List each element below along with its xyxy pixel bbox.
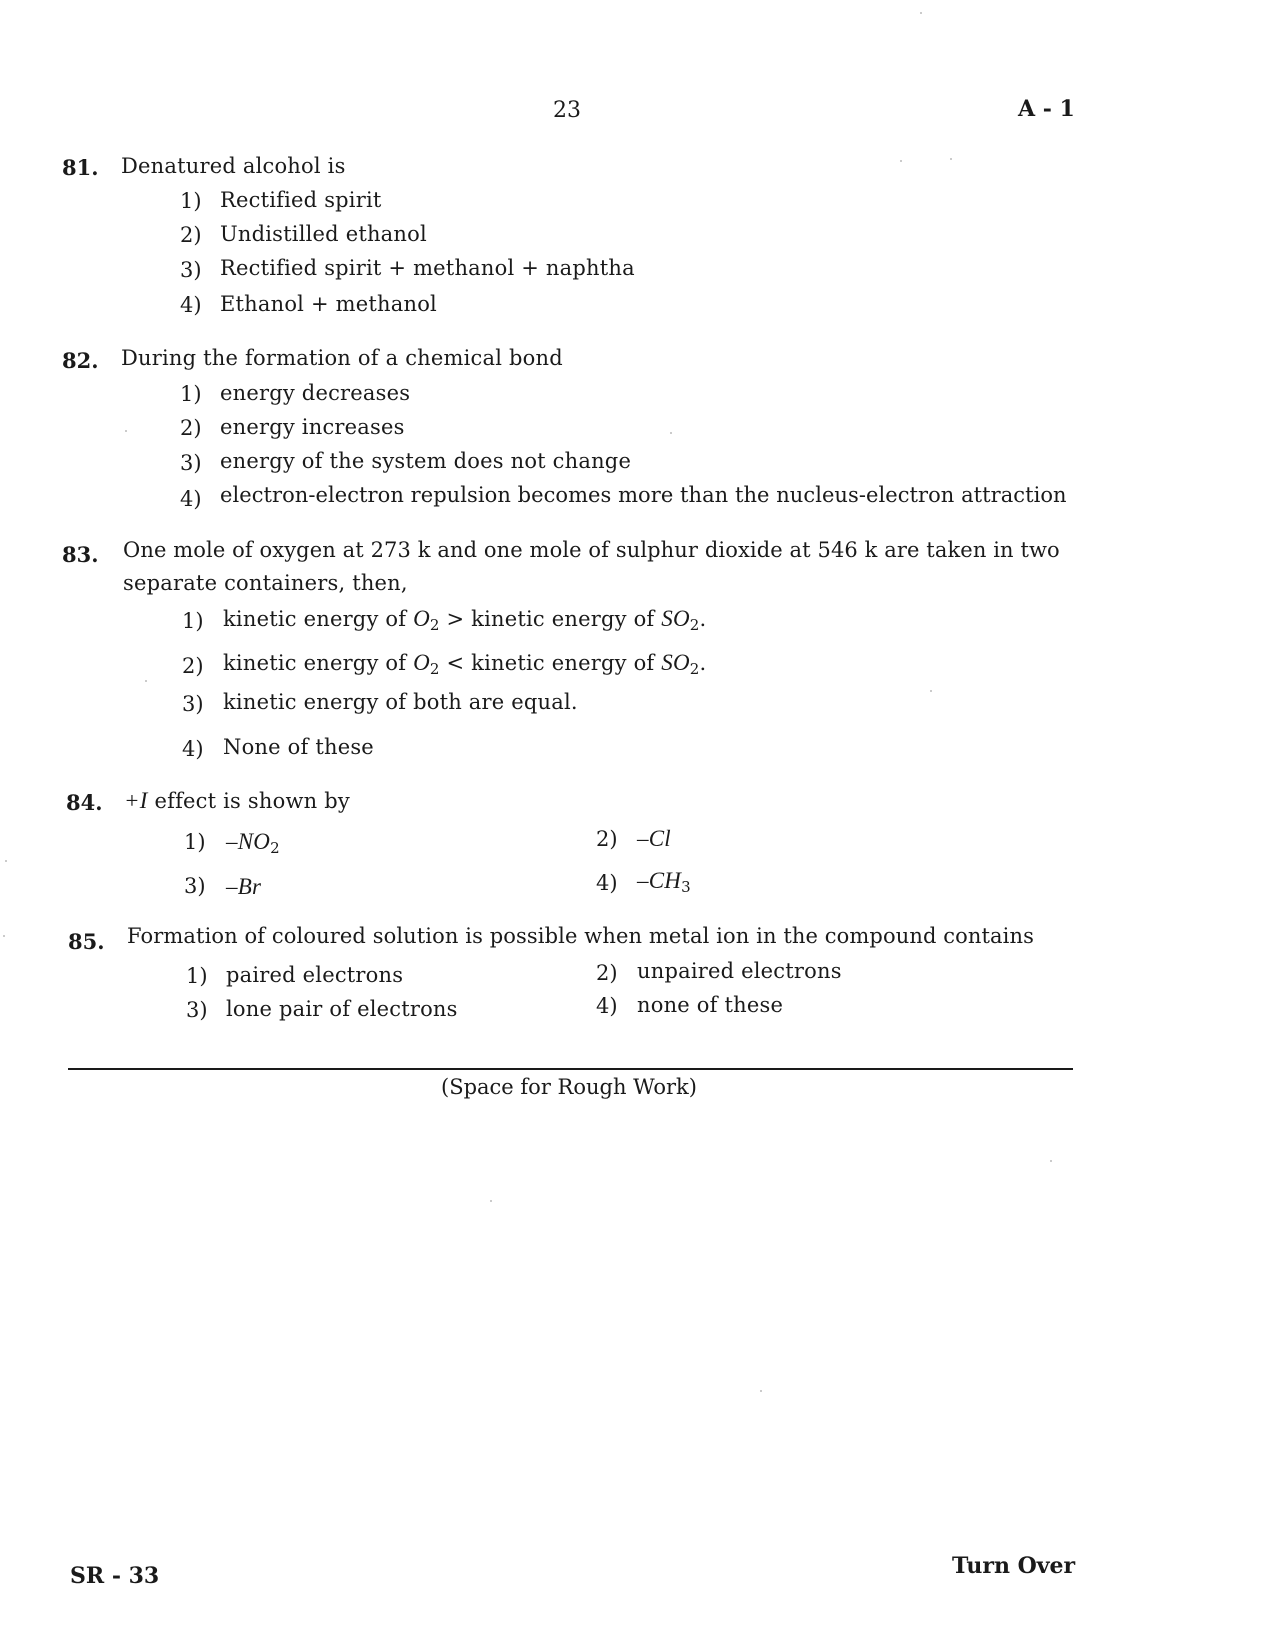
- option-text-part: .: [699, 651, 707, 675]
- option-number: 3): [180, 258, 202, 282]
- option-text: paired electrons: [226, 963, 404, 987]
- option-text: None of these: [223, 735, 374, 759]
- formula: +I: [124, 788, 148, 813]
- question-number: 83.: [62, 542, 99, 567]
- subscript: 2: [689, 660, 700, 678]
- formula: SO: [661, 606, 690, 631]
- option-number: 3): [182, 692, 204, 716]
- option-text: none of these: [637, 993, 784, 1017]
- option-number: 4): [180, 487, 202, 511]
- question-number: 82.: [62, 348, 99, 373]
- option-text: energy decreases: [220, 381, 411, 405]
- option-text: energy of the system does not change: [220, 449, 632, 473]
- scan-speck: [900, 160, 902, 162]
- option-number: 1): [182, 609, 204, 633]
- turn-over-label: Turn Over: [952, 1553, 1076, 1579]
- option-number: 1): [184, 830, 206, 854]
- option-number: 3): [184, 874, 206, 898]
- option-text-part: > kinetic energy of: [439, 607, 662, 631]
- scan-speck: [3, 935, 5, 937]
- option-text: lone pair of electrons: [226, 997, 458, 1021]
- scan-speck: [760, 1390, 762, 1392]
- option-text-part: kinetic energy of: [223, 651, 414, 675]
- option-number: 3): [186, 998, 208, 1022]
- option-text: [223, 606, 706, 634]
- option-text: [226, 874, 261, 900]
- option-number: 2): [180, 223, 202, 247]
- question-text-part: effect is shown by: [147, 789, 350, 813]
- scan-speck: [490, 1200, 492, 1202]
- option-number: 2): [596, 961, 618, 985]
- scan-speck: [125, 430, 127, 432]
- option-number: 2): [596, 827, 618, 851]
- option-number: 3): [180, 451, 202, 475]
- option-text-part: kinetic energy of: [223, 607, 414, 631]
- subscript: 2: [270, 839, 280, 857]
- footer-code: SR - 33: [70, 1563, 160, 1589]
- scan-speck: [950, 158, 952, 160]
- question-text: [124, 788, 350, 814]
- option-number: 4): [180, 293, 202, 317]
- option-number: 4): [596, 871, 618, 895]
- page-number: 23: [553, 98, 581, 123]
- option-number: 1): [180, 189, 202, 213]
- question-text-continued: separate containers, then,: [123, 571, 408, 595]
- subscript: 2: [689, 616, 700, 634]
- option-text: kinetic energy of both are equal.: [223, 690, 578, 714]
- subscript: 2: [429, 660, 440, 678]
- set-code: A - 1: [1018, 96, 1075, 122]
- formula: O: [413, 606, 430, 631]
- option-number: 4): [596, 994, 618, 1018]
- option-text: [637, 826, 671, 852]
- formula: –CH: [637, 868, 682, 893]
- question-number: 81.: [62, 155, 99, 180]
- option-number: 1): [186, 964, 208, 988]
- formula: –NO: [226, 829, 271, 854]
- scan-speck: [1050, 1160, 1052, 1162]
- scan-speck: [5, 860, 7, 862]
- formula: SO: [661, 650, 690, 675]
- option-number: 2): [182, 654, 204, 678]
- scan-speck: [145, 680, 147, 682]
- option-number: 2): [180, 416, 202, 440]
- question-number: 85.: [68, 929, 105, 954]
- option-text: [637, 868, 691, 896]
- option-text: electron-electron repulsion becomes more than the nucleus-electron attraction: [220, 483, 1067, 507]
- scan-speck: [670, 432, 672, 434]
- option-text: Rectified spirit + methanol + naphtha: [220, 256, 635, 280]
- question-text: Denatured alcohol is: [121, 154, 346, 178]
- subscript: 3: [681, 878, 691, 896]
- option-text-part: < kinetic energy of: [439, 651, 662, 675]
- option-text: unpaired electrons: [637, 959, 842, 983]
- option-text: energy increases: [220, 415, 405, 439]
- option-text: [223, 650, 706, 678]
- question-number: 84.: [66, 790, 103, 815]
- formula: –Br: [226, 874, 262, 899]
- scan-speck: [920, 12, 922, 14]
- question-text: During the formation of a chemical bond: [121, 346, 563, 370]
- horizontal-rule: [68, 1068, 1073, 1070]
- option-number: 1): [180, 382, 202, 406]
- question-text: Formation of coloured solution is possible when metal ion in the compound contains: [127, 924, 1034, 948]
- option-text: Undistilled ethanol: [220, 222, 427, 246]
- option-text: Ethanol + methanol: [220, 292, 437, 316]
- question-text: One mole of oxygen at 273 k and one mole of sulphur dioxide at 546 k are taken in two: [123, 538, 1060, 562]
- option-text: Rectified spirit: [220, 188, 382, 212]
- option-text: [226, 829, 280, 857]
- option-text-part: .: [699, 607, 707, 631]
- scan-speck: [930, 690, 932, 692]
- formula: O: [413, 650, 430, 675]
- option-number: 4): [182, 737, 204, 761]
- subscript: 2: [429, 616, 440, 634]
- formula: –Cl: [637, 826, 671, 851]
- rough-work-label: (Space for Rough Work): [441, 1075, 697, 1099]
